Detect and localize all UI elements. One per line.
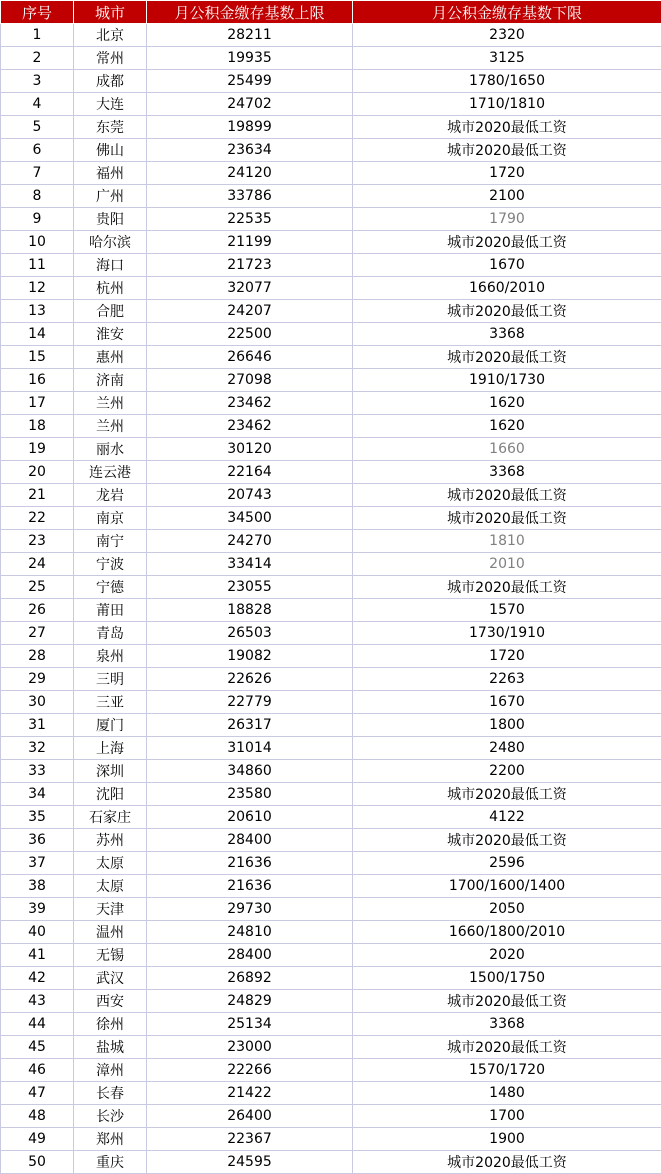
row-city-cell: 重庆 — [74, 1151, 147, 1174]
table-row — [1, 1036, 661, 1059]
row-index-cell: 18 — [1, 415, 74, 438]
row-index-cell: 30 — [1, 691, 74, 714]
table-row — [1, 507, 661, 530]
row-index-cell: 50 — [1, 1151, 74, 1174]
header-base-max: 月公积金缴存基数上限 — [147, 1, 353, 24]
row-city-cell: 淮安 — [74, 323, 147, 346]
row-base-min-cell: 2100 — [353, 185, 661, 208]
row-base-min-cell: 1800 — [353, 714, 661, 737]
row-base-max-cell: 34860 — [147, 760, 353, 783]
row-city-cell: 兰州 — [74, 392, 147, 415]
row-index-cell: 46 — [1, 1059, 74, 1082]
table-row — [1, 898, 661, 921]
row-index-cell: 36 — [1, 829, 74, 852]
row-base-min-cell: 1810 — [353, 530, 661, 553]
row-index-cell: 5 — [1, 116, 74, 139]
row-index-cell: 38 — [1, 875, 74, 898]
table-row — [1, 783, 661, 806]
row-base-min-cell: 城市2020最低工资 — [353, 1036, 661, 1059]
row-base-min-cell: 城市2020最低工资 — [353, 576, 661, 599]
row-city-cell: 徐州 — [74, 1013, 147, 1036]
row-index-cell: 31 — [1, 714, 74, 737]
row-base-max-cell: 24810 — [147, 921, 353, 944]
row-base-min-cell: 1500/1750 — [353, 967, 661, 990]
table-row — [1, 208, 661, 231]
table-row — [1, 231, 661, 254]
row-base-max-cell: 21199 — [147, 231, 353, 254]
row-city-cell: 大连 — [74, 93, 147, 116]
row-base-min-cell: 2596 — [353, 852, 661, 875]
row-index-cell: 24 — [1, 553, 74, 576]
row-base-min-cell: 城市2020最低工资 — [353, 231, 661, 254]
row-base-max-cell: 24207 — [147, 300, 353, 323]
header-row — [1, 1, 661, 24]
table-row — [1, 1059, 661, 1082]
row-base-max-cell: 25499 — [147, 70, 353, 93]
row-base-max-cell: 23000 — [147, 1036, 353, 1059]
table-row — [1, 691, 661, 714]
table-row — [1, 162, 661, 185]
row-city-cell: 哈尔滨 — [74, 231, 147, 254]
row-index-cell: 22 — [1, 507, 74, 530]
row-city-cell: 连云港 — [74, 461, 147, 484]
row-city-cell: 上海 — [74, 737, 147, 760]
row-base-max-cell: 24829 — [147, 990, 353, 1013]
row-base-min-cell: 1480 — [353, 1082, 661, 1105]
row-base-max-cell: 26646 — [147, 346, 353, 369]
row-index-cell: 33 — [1, 760, 74, 783]
row-base-min-cell: 1900 — [353, 1128, 661, 1151]
row-base-max-cell: 18828 — [147, 599, 353, 622]
table-row — [1, 1082, 661, 1105]
row-base-max-cell: 23055 — [147, 576, 353, 599]
table-row — [1, 737, 661, 760]
row-city-cell: 东莞 — [74, 116, 147, 139]
row-city-cell: 宁波 — [74, 553, 147, 576]
row-index-cell: 19 — [1, 438, 74, 461]
row-base-min-cell: 1720 — [353, 162, 661, 185]
row-base-max-cell: 22164 — [147, 461, 353, 484]
row-base-max-cell: 19899 — [147, 116, 353, 139]
header-index: 序号 — [1, 1, 74, 24]
row-index-cell: 11 — [1, 254, 74, 277]
table-row — [1, 967, 661, 990]
row-index-cell: 14 — [1, 323, 74, 346]
row-base-min-cell: 1780/1650 — [353, 70, 661, 93]
row-base-max-cell: 19082 — [147, 645, 353, 668]
table-row — [1, 461, 661, 484]
row-index-cell: 20 — [1, 461, 74, 484]
row-base-max-cell: 34500 — [147, 507, 353, 530]
row-base-max-cell: 21636 — [147, 852, 353, 875]
row-city-cell: 武汉 — [74, 967, 147, 990]
row-base-min-cell: 1620 — [353, 392, 661, 415]
row-city-cell: 南宁 — [74, 530, 147, 553]
row-index-cell: 27 — [1, 622, 74, 645]
row-base-min-cell: 1570 — [353, 599, 661, 622]
row-base-min-cell: 城市2020最低工资 — [353, 116, 661, 139]
table-body — [1, 24, 661, 1174]
row-base-min-cell: 城市2020最低工资 — [353, 990, 661, 1013]
row-index-cell: 48 — [1, 1105, 74, 1128]
table-row — [1, 806, 661, 829]
row-base-max-cell: 19935 — [147, 47, 353, 70]
table-row — [1, 24, 661, 47]
row-index-cell: 15 — [1, 346, 74, 369]
row-base-min-cell: 3368 — [353, 1013, 661, 1036]
row-base-min-cell: 1670 — [353, 254, 661, 277]
row-base-min-cell: 4122 — [353, 806, 661, 829]
row-city-cell: 郑州 — [74, 1128, 147, 1151]
row-city-cell: 太原 — [74, 875, 147, 898]
row-base-min-cell: 3125 — [353, 47, 661, 70]
row-base-max-cell: 26317 — [147, 714, 353, 737]
row-index-cell: 28 — [1, 645, 74, 668]
row-index-cell: 17 — [1, 392, 74, 415]
row-base-min-cell: 3368 — [353, 461, 661, 484]
table-row — [1, 346, 661, 369]
row-index-cell: 1 — [1, 24, 74, 47]
table-row — [1, 392, 661, 415]
row-index-cell: 10 — [1, 231, 74, 254]
row-city-cell: 海口 — [74, 254, 147, 277]
row-index-cell: 4 — [1, 93, 74, 116]
row-base-min-cell: 2320 — [353, 24, 661, 47]
table-row — [1, 1013, 661, 1036]
table-row — [1, 645, 661, 668]
row-base-min-cell: 1660/2010 — [353, 277, 661, 300]
row-city-cell: 合肥 — [74, 300, 147, 323]
row-base-max-cell: 28211 — [147, 24, 353, 47]
row-base-min-cell: 1790 — [353, 208, 661, 231]
row-index-cell: 8 — [1, 185, 74, 208]
row-city-cell: 南京 — [74, 507, 147, 530]
row-base-max-cell: 26503 — [147, 622, 353, 645]
row-city-cell: 天津 — [74, 898, 147, 921]
row-city-cell: 济南 — [74, 369, 147, 392]
row-base-max-cell: 22535 — [147, 208, 353, 231]
row-base-min-cell: 1660 — [353, 438, 661, 461]
row-index-cell: 7 — [1, 162, 74, 185]
table-row — [1, 1128, 661, 1151]
row-city-cell: 北京 — [74, 24, 147, 47]
table-row — [1, 415, 661, 438]
row-city-cell: 石家庄 — [74, 806, 147, 829]
table-row — [1, 668, 661, 691]
row-base-min-cell: 城市2020最低工资 — [353, 139, 661, 162]
row-city-cell: 兰州 — [74, 415, 147, 438]
row-city-cell: 佛山 — [74, 139, 147, 162]
row-index-cell: 9 — [1, 208, 74, 231]
row-city-cell: 惠州 — [74, 346, 147, 369]
row-base-min-cell: 2480 — [353, 737, 661, 760]
row-base-max-cell: 26400 — [147, 1105, 353, 1128]
table-row — [1, 254, 661, 277]
row-base-max-cell: 27098 — [147, 369, 353, 392]
row-base-max-cell: 28400 — [147, 944, 353, 967]
row-city-cell: 广州 — [74, 185, 147, 208]
row-base-max-cell: 21723 — [147, 254, 353, 277]
table-row — [1, 323, 661, 346]
table-row — [1, 921, 661, 944]
table-row — [1, 944, 661, 967]
table-row — [1, 599, 661, 622]
table-row — [1, 300, 661, 323]
row-base-max-cell: 25134 — [147, 1013, 353, 1036]
row-base-min-cell: 1710/1810 — [353, 93, 661, 116]
table-row — [1, 829, 661, 852]
row-city-cell: 贵阳 — [74, 208, 147, 231]
row-base-max-cell: 23580 — [147, 783, 353, 806]
row-base-min-cell: 1700/1600/1400 — [353, 875, 661, 898]
table-row — [1, 438, 661, 461]
table-row — [1, 1151, 661, 1174]
table-row — [1, 875, 661, 898]
row-base-min-cell: 2200 — [353, 760, 661, 783]
table-row — [1, 185, 661, 208]
row-base-max-cell: 23462 — [147, 392, 353, 415]
table-row — [1, 116, 661, 139]
row-index-cell: 25 — [1, 576, 74, 599]
table-row — [1, 47, 661, 70]
row-city-cell: 盐城 — [74, 1036, 147, 1059]
row-base-min-cell: 2050 — [353, 898, 661, 921]
row-base-max-cell: 28400 — [147, 829, 353, 852]
row-index-cell: 37 — [1, 852, 74, 875]
table-row — [1, 369, 661, 392]
row-base-min-cell: 1570/1720 — [353, 1059, 661, 1082]
row-base-max-cell: 26892 — [147, 967, 353, 990]
row-city-cell: 温州 — [74, 921, 147, 944]
row-city-cell: 太原 — [74, 852, 147, 875]
row-base-max-cell: 22626 — [147, 668, 353, 691]
row-base-min-cell: 1620 — [353, 415, 661, 438]
row-base-max-cell: 22367 — [147, 1128, 353, 1151]
row-base-max-cell: 24270 — [147, 530, 353, 553]
row-city-cell: 无锡 — [74, 944, 147, 967]
row-base-min-cell: 城市2020最低工资 — [353, 300, 661, 323]
row-base-min-cell: 城市2020最低工资 — [353, 484, 661, 507]
row-city-cell: 三亚 — [74, 691, 147, 714]
header-base-min: 月公积金缴存基数下限 — [353, 1, 661, 24]
row-city-cell: 泉州 — [74, 645, 147, 668]
row-city-cell: 长沙 — [74, 1105, 147, 1128]
row-base-max-cell: 22779 — [147, 691, 353, 714]
row-base-min-cell: 1660/1800/2010 — [353, 921, 661, 944]
row-index-cell: 40 — [1, 921, 74, 944]
row-base-max-cell: 23634 — [147, 139, 353, 162]
table-row — [1, 576, 661, 599]
row-base-min-cell: 城市2020最低工资 — [353, 829, 661, 852]
row-base-max-cell: 20743 — [147, 484, 353, 507]
row-base-min-cell: 1730/1910 — [353, 622, 661, 645]
row-base-max-cell: 22500 — [147, 323, 353, 346]
row-base-max-cell: 29730 — [147, 898, 353, 921]
row-base-min-cell: 2020 — [353, 944, 661, 967]
row-base-max-cell: 20610 — [147, 806, 353, 829]
row-index-cell: 21 — [1, 484, 74, 507]
row-base-max-cell: 33786 — [147, 185, 353, 208]
row-index-cell: 45 — [1, 1036, 74, 1059]
row-index-cell: 3 — [1, 70, 74, 93]
row-city-cell: 三明 — [74, 668, 147, 691]
table-row — [1, 553, 661, 576]
row-index-cell: 47 — [1, 1082, 74, 1105]
row-city-cell: 西安 — [74, 990, 147, 1013]
table-row — [1, 990, 661, 1013]
row-index-cell: 23 — [1, 530, 74, 553]
row-city-cell: 厦门 — [74, 714, 147, 737]
table-row — [1, 622, 661, 645]
row-city-cell: 深圳 — [74, 760, 147, 783]
row-index-cell: 12 — [1, 277, 74, 300]
table-row — [1, 93, 661, 116]
table-row — [1, 852, 661, 875]
row-base-min-cell: 1720 — [353, 645, 661, 668]
row-index-cell: 44 — [1, 1013, 74, 1036]
row-index-cell: 16 — [1, 369, 74, 392]
row-index-cell: 35 — [1, 806, 74, 829]
row-city-cell: 成都 — [74, 70, 147, 93]
row-index-cell: 34 — [1, 783, 74, 806]
row-base-max-cell: 24702 — [147, 93, 353, 116]
table-row — [1, 1105, 661, 1128]
row-index-cell: 39 — [1, 898, 74, 921]
table-row — [1, 760, 661, 783]
row-city-cell: 漳州 — [74, 1059, 147, 1082]
row-base-max-cell: 21636 — [147, 875, 353, 898]
row-city-cell: 杭州 — [74, 277, 147, 300]
row-base-min-cell: 1700 — [353, 1105, 661, 1128]
row-base-max-cell: 32077 — [147, 277, 353, 300]
row-city-cell: 丽水 — [74, 438, 147, 461]
row-city-cell: 长春 — [74, 1082, 147, 1105]
table-row — [1, 714, 661, 737]
row-base-max-cell: 33414 — [147, 553, 353, 576]
table-row — [1, 139, 661, 162]
row-city-cell: 福州 — [74, 162, 147, 185]
row-base-max-cell: 31014 — [147, 737, 353, 760]
table-row — [1, 530, 661, 553]
row-city-cell: 常州 — [74, 47, 147, 70]
row-base-max-cell: 24120 — [147, 162, 353, 185]
row-base-max-cell: 23462 — [147, 415, 353, 438]
table-row — [1, 277, 661, 300]
row-base-min-cell: 城市2020最低工资 — [353, 783, 661, 806]
row-base-min-cell: 2010 — [353, 553, 661, 576]
row-base-min-cell: 2263 — [353, 668, 661, 691]
row-index-cell: 41 — [1, 944, 74, 967]
row-base-min-cell: 1910/1730 — [353, 369, 661, 392]
row-index-cell: 2 — [1, 47, 74, 70]
row-city-cell: 龙岩 — [74, 484, 147, 507]
row-index-cell: 13 — [1, 300, 74, 323]
row-city-cell: 沈阳 — [74, 783, 147, 806]
row-base-min-cell: 城市2020最低工资 — [353, 346, 661, 369]
row-base-max-cell: 24595 — [147, 1151, 353, 1174]
row-index-cell: 49 — [1, 1128, 74, 1151]
row-city-cell: 莆田 — [74, 599, 147, 622]
row-base-max-cell: 30120 — [147, 438, 353, 461]
table-row — [1, 70, 661, 93]
header-city: 城市 — [74, 1, 147, 24]
row-base-min-cell: 1670 — [353, 691, 661, 714]
row-index-cell: 32 — [1, 737, 74, 760]
row-base-min-cell: 3368 — [353, 323, 661, 346]
row-index-cell: 42 — [1, 967, 74, 990]
row-index-cell: 43 — [1, 990, 74, 1013]
row-index-cell: 6 — [1, 139, 74, 162]
table-row — [1, 484, 661, 507]
row-base-min-cell: 城市2020最低工资 — [353, 1151, 661, 1174]
row-city-cell: 青岛 — [74, 622, 147, 645]
row-index-cell: 26 — [1, 599, 74, 622]
row-base-max-cell: 21422 — [147, 1082, 353, 1105]
row-city-cell: 苏州 — [74, 829, 147, 852]
row-base-min-cell: 城市2020最低工资 — [353, 507, 661, 530]
row-city-cell: 宁德 — [74, 576, 147, 599]
row-base-max-cell: 22266 — [147, 1059, 353, 1082]
row-index-cell: 29 — [1, 668, 74, 691]
